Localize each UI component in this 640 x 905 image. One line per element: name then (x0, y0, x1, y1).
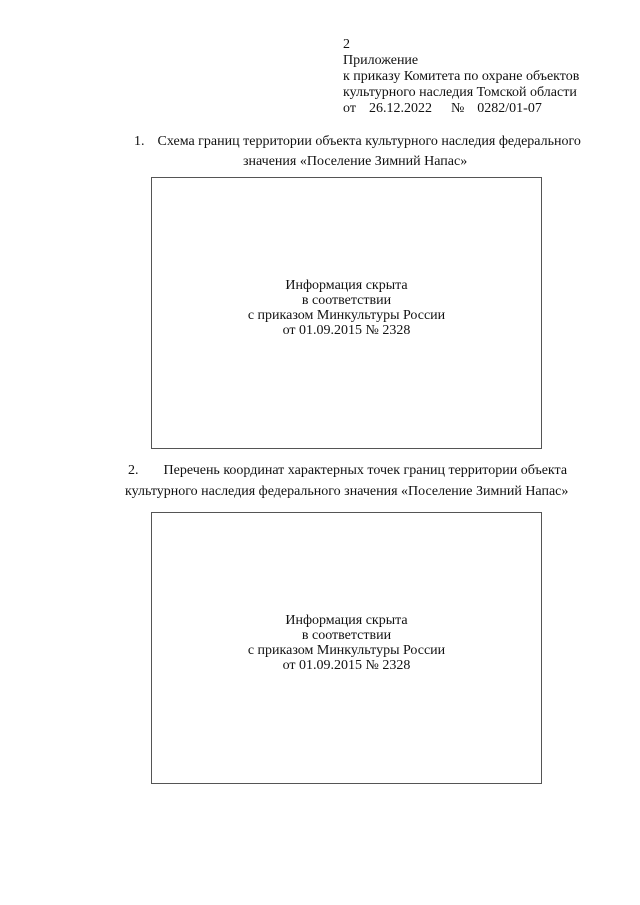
section-2-number: 2. (128, 463, 139, 478)
notice-line: с приказом Минкультуры России (247, 643, 446, 658)
notice-line: в соответствии (301, 293, 392, 308)
notice-line: Информация скрыта (285, 613, 408, 628)
section-2-heading-line2: культурного наследия федерального значения «Поселение Зимний Напас» (125, 484, 569, 499)
section-1-heading-line1: Схема границ территории объекта культурного наследия федерального (157, 134, 581, 149)
notice-line: от 01.09.2015 № 2328 (282, 323, 411, 338)
order-number: 0282/01-07 (477, 101, 542, 116)
page-number: 2 (343, 37, 350, 52)
order-date-line (343, 101, 633, 117)
order-date: 26.12.2022 (368, 101, 432, 116)
section-2-frame (151, 512, 542, 784)
number-sign: № (450, 101, 465, 116)
appendix-order-line: к приказу Комитета по охране объектов (343, 69, 580, 84)
section-1-heading-line2: значения «Поселение Зимний Напас» (243, 154, 468, 169)
appendix-committee-line: культурного наследия Томской области (343, 85, 577, 100)
appendix-title: Приложение (343, 53, 419, 68)
notice-line: от 01.09.2015 № 2328 (282, 658, 411, 673)
notice-line: Информация скрыта (285, 278, 408, 293)
date-prefix: от (343, 101, 356, 116)
notice-line: с приказом Минкультуры России (247, 308, 446, 323)
section-2-hidden-notice (152, 613, 541, 673)
notice-line: в соответствии (301, 628, 392, 643)
section-1-hidden-notice (152, 278, 541, 338)
section-1-number: 1. (134, 134, 145, 149)
document-header (343, 37, 633, 117)
section-2-heading (128, 462, 567, 480)
section-1-heading (134, 133, 581, 151)
section-1-frame (151, 177, 542, 449)
section-2-heading-line1: Перечень координат характерных точек границ территории объекта (163, 463, 568, 478)
